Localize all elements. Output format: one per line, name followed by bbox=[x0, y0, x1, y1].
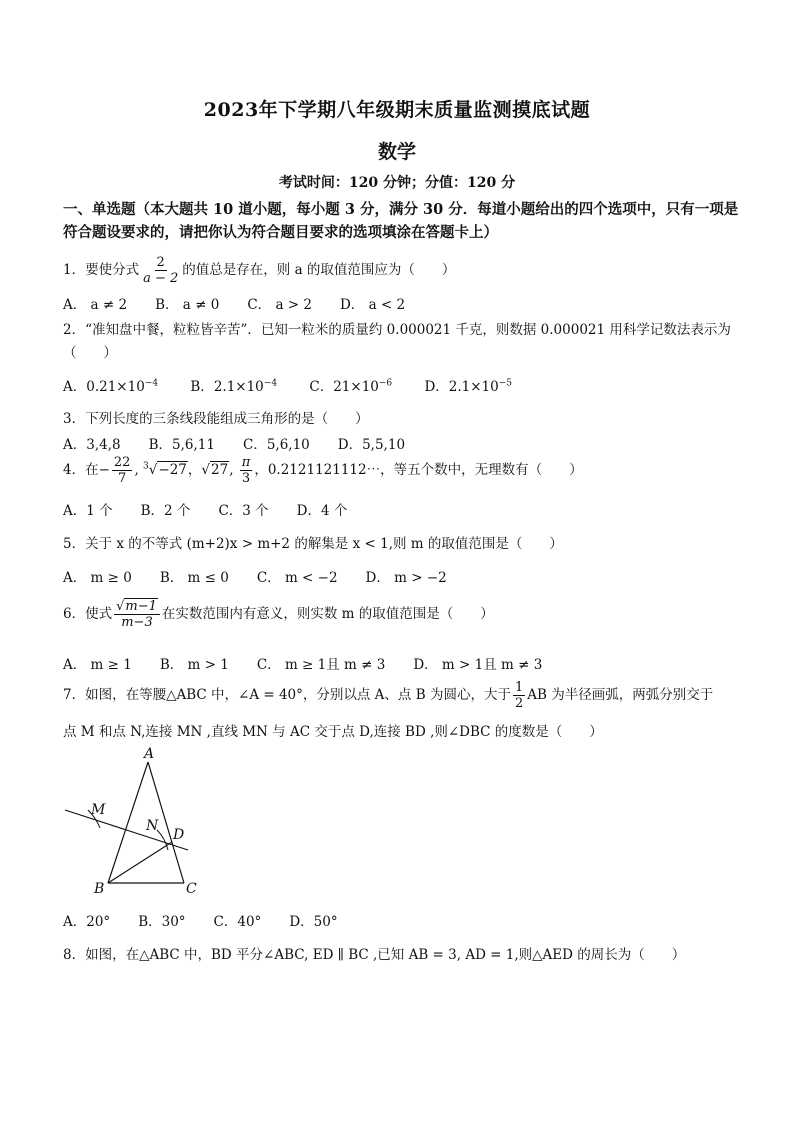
label-m: M bbox=[91, 802, 106, 818]
q5-option-b[interactable]: B． m ≤ 0 bbox=[159, 570, 229, 586]
q1-pre: 1．要使分式 bbox=[63, 262, 140, 278]
q4-cbrt-index: 3 bbox=[143, 461, 149, 472]
q4-fraction-1 bbox=[112, 455, 133, 486]
q2-option-d-label: D． bbox=[424, 379, 449, 395]
q2-option-b-label: B． bbox=[190, 379, 214, 395]
q1-option-b[interactable]: B． a ≠ 0 bbox=[155, 297, 220, 313]
q7-option-d[interactable]: D．50° bbox=[289, 914, 338, 930]
q5-options bbox=[63, 566, 475, 586]
q6-frac-num bbox=[114, 599, 160, 615]
q1-option-a[interactable]: A． a ≠ 2 bbox=[63, 297, 128, 313]
q6-fraction bbox=[114, 599, 160, 630]
q4-frac1-num: 22 bbox=[113, 455, 131, 470]
q4-frac2-den: 3 bbox=[241, 471, 251, 486]
question-4: 4．在− $\frac{22}{7}$ , $^3$√−27，√27, $\frac{\pi}{3}$ ，0.2121121112⋯，等五个数中，无理数有（ ） bbox=[63, 455, 583, 486]
q6-frac-den: m−3 bbox=[121, 615, 153, 630]
q4-options bbox=[63, 499, 375, 519]
subject-title: 数学 bbox=[377, 141, 416, 163]
q2-option-a-label: A． bbox=[63, 379, 87, 395]
exam-info: 考试时间：120 分钟；分值：120 分 bbox=[278, 175, 516, 191]
question-2: 2．“准知盘中餐，粒粒皆辛苦”．已知一粒米的质量约 0.000021 千克，则数据 0.000021 用科学记数法表示为 bbox=[63, 322, 731, 338]
q6-option-b[interactable]: B． m > 1 bbox=[159, 657, 229, 673]
question-8: 8．如图，在△ABC 中，BD 平分∠ABC, ED ∥ BC ,已知 AB = 3, AD = 1,则△AED 的周长为（ ） bbox=[63, 947, 686, 963]
q3-options bbox=[63, 433, 433, 453]
triangle-figure bbox=[60, 740, 230, 900]
question-3: 3．下列长度的三条线段能组成三角形的是（ ） bbox=[63, 411, 369, 427]
q4-option-b[interactable]: B．2 个 bbox=[140, 503, 191, 519]
q2-option-b-mantissa: 2.1×10 bbox=[213, 379, 264, 395]
q6-options bbox=[63, 653, 570, 673]
label-b: B bbox=[94, 881, 105, 897]
q2-option-a[interactable] bbox=[63, 375, 158, 395]
q4-post: ，0.2121121112⋯，等五个数中，无理数有（ ） bbox=[254, 462, 583, 478]
question-6 bbox=[63, 599, 494, 630]
q2-option-d-exponent: −5 bbox=[498, 378, 513, 389]
q1-frac-den: a − 2 bbox=[143, 271, 179, 286]
question-1 bbox=[63, 255, 455, 286]
q3-option-c[interactable]: C．5,6,10 bbox=[242, 437, 310, 453]
q7-pre: 7．如图，在等腰△ABC 中，∠A = 40°，分别以点 A、点 B 为圆心，大于 bbox=[63, 687, 511, 703]
q4-radical-sign: √ bbox=[148, 462, 158, 478]
q7-frac-num: 1 bbox=[514, 680, 524, 695]
q1-frac-num: 2 bbox=[156, 255, 165, 270]
q2-options bbox=[63, 375, 540, 395]
q4-frac2-num: π bbox=[241, 455, 251, 470]
q2-blank: （ ） bbox=[63, 345, 117, 361]
q1-post: 的值总是存在，则 a 的取值范围应为（ ） bbox=[182, 262, 456, 278]
q2-option-a-exponent: −4 bbox=[144, 378, 159, 389]
q1-option-d[interactable]: D． a < 2 bbox=[339, 297, 406, 313]
q4-neg-sign: − bbox=[98, 462, 110, 478]
q2-option-a-mantissa: 0.21×10 bbox=[86, 379, 145, 395]
q4-sqrt-sign: √ bbox=[201, 462, 210, 478]
q5-option-a[interactable]: A． m ≥ 0 bbox=[63, 570, 132, 586]
q7-option-b[interactable]: B．30° bbox=[138, 914, 186, 930]
q6-option-a[interactable]: A． m ≥ 1 bbox=[63, 657, 132, 673]
q2-option-c-label: C． bbox=[309, 379, 334, 395]
q3-option-d[interactable]: D．5,5,10 bbox=[337, 437, 406, 453]
q4-sqrt-radicand: 27 bbox=[211, 462, 229, 478]
q2-option-c-mantissa: 21×10 bbox=[333, 379, 379, 395]
section-header: 一、单选题（本大题共 10 道小题，每小题 3 分，满分 30 分．每道小题给出的四个选项中，只有一项是符合题设要求的，请把你认为符合题目要求的选项填涂在答题卡上） bbox=[63, 201, 739, 241]
q4-option-c[interactable]: C．3 个 bbox=[218, 503, 269, 519]
q7-option-a[interactable]: A．20° bbox=[63, 914, 111, 930]
label-c: C bbox=[186, 881, 197, 897]
q4-fraction-2 bbox=[240, 455, 253, 486]
q6-pre: 6．使式 bbox=[63, 606, 113, 622]
q2-option-b[interactable] bbox=[190, 375, 277, 395]
question-7 bbox=[63, 680, 713, 711]
q7-line-2: 点 M 和点 N,连接 MN ,直线 MN 与 AC 交于点 D,连接 BD ,则∠DBC 的度数是（ ） bbox=[63, 724, 603, 740]
page-title: 2023年下学期八年级期末质量监测摸底试题 bbox=[203, 99, 591, 121]
q6-option-d[interactable]: D． m > 1且 m ≠ 3 bbox=[413, 657, 543, 673]
side-ab bbox=[108, 762, 148, 883]
q4-pre: 4．在 bbox=[63, 462, 99, 478]
q4-option-d[interactable]: D．4 个 bbox=[296, 503, 348, 519]
q6-radical-sign: √ bbox=[116, 599, 125, 614]
q6-option-c[interactable]: C． m ≥ 1且 m ≠ 3 bbox=[256, 657, 386, 673]
q5-option-d[interactable]: D． m > −2 bbox=[365, 570, 447, 586]
q7-options bbox=[63, 910, 366, 930]
q5-option-c[interactable]: C． m < −2 bbox=[256, 570, 338, 586]
segment-bd bbox=[108, 842, 172, 883]
q2-option-c[interactable] bbox=[309, 375, 392, 395]
q4-option-a[interactable]: A．1 个 bbox=[63, 503, 113, 519]
label-n: N bbox=[146, 818, 159, 834]
q1-options bbox=[63, 293, 433, 313]
q1-fraction bbox=[141, 255, 180, 286]
q4-cbrt-radicand: −27 bbox=[158, 462, 187, 478]
q1-option-c[interactable]: C． a > 2 bbox=[247, 297, 312, 313]
q2-option-b-exponent: −4 bbox=[263, 378, 278, 389]
label-d: D bbox=[173, 827, 185, 843]
q2-option-c-exponent: −6 bbox=[378, 378, 393, 389]
q3-option-a[interactable]: A．3,4,8 bbox=[63, 437, 121, 453]
q3-option-b[interactable]: B．5,6,11 bbox=[148, 437, 215, 453]
question-5: 5．关于 x 的不等式 (m+2)x > m+2 的解集是 x < 1,则 m 的取值范围是（ ） bbox=[63, 536, 563, 552]
q7-option-c[interactable]: C．40° bbox=[213, 914, 262, 930]
q6-post: 在实数范围内有意义，则实数 m 的取值范围是（ ） bbox=[161, 606, 494, 622]
q7-frac-den: 2 bbox=[514, 696, 524, 711]
q6-radicand: m−1 bbox=[125, 599, 157, 614]
q2-option-d[interactable] bbox=[424, 375, 512, 395]
q7-fraction bbox=[513, 680, 525, 711]
q2-option-d-mantissa: 2.1×10 bbox=[448, 379, 499, 395]
q4-frac1-den: 7 bbox=[118, 471, 127, 486]
label-a: A bbox=[144, 746, 155, 762]
q7-post: AB 为半径画弧，两弧分别交于 bbox=[527, 687, 714, 703]
